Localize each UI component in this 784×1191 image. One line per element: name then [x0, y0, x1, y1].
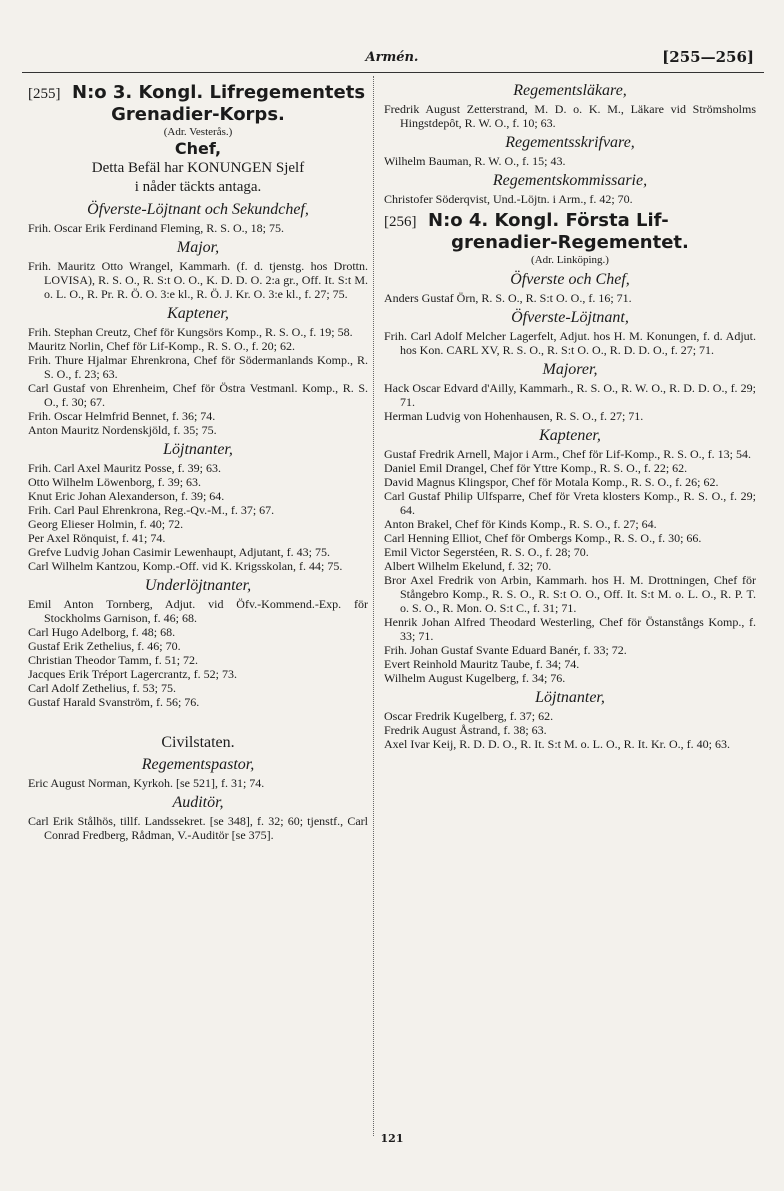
rank-heading: Majorer, — [542, 361, 598, 378]
rank-heading: Regementsskrifvare, — [505, 134, 635, 151]
rank-heading: Regementsläkare, — [513, 82, 627, 99]
chef-heading: Chef, — [174, 139, 222, 158]
regiment-title: N:o 4. Kongl. Första Lif- — [428, 210, 669, 231]
roster-entry: Carl Wilhelm Kantzou, Komp.-Off. vid K. Krigsskolan, f. 44; 75. — [28, 559, 343, 573]
roster-entry: Per Axel Rönquist, f. 41; 74. — [28, 531, 166, 545]
rank-heading: Major, — [176, 239, 220, 256]
roster-entry: Frih. Mauritz Otto Wrangel, Kammarh. (f. d. tjenstg. hos Drottn. LOVISA), R. S. O., R. S:t O. O., K. D. D. O. 2:a gr., Off. It. S:t M. o. L. O., R. Pr. R. Ö. O. 3:e kl., R. Ö. J. Kr. O. 3:e kl., f. 27; 75. — [28, 259, 368, 301]
rank-heading: Öfverste-Löjtnant, — [511, 309, 629, 326]
roster-entry: Frih. Carl Paul Ehrenkrona, Reg.-Qv.-M., f. 37; 67. — [28, 503, 275, 517]
notice-text: Detta Befäl har KONUNGEN Sjelf — [91, 160, 305, 176]
rank-heading: Auditör, — [172, 794, 224, 811]
address-line: (Adr. Linköping.) — [531, 254, 609, 266]
roster-entry: Anders Gustaf Örn, R. S. O., R. S:t O. O., f. 16; 71. — [384, 291, 632, 305]
roster-entry: Carl Gustaf von Ehrenheim, Chef för Östra Vestmanl. Komp., R. S. O., f. 30; 67. — [28, 381, 368, 409]
roster-entry: Jacques Erik Tréport Lagercrantz, f. 52; 73. — [28, 667, 237, 681]
roster-entry: David Magnus Klingspor, Chef för Motala Komp., R. S. O., f. 26; 62. — [384, 475, 719, 489]
roster-entry: Fredrik August Åstrand, f. 38; 63. — [384, 723, 547, 737]
section-heading: Civilstaten. — [161, 734, 235, 751]
notice-text: i nåder täckts antaga. — [134, 179, 262, 195]
roster-entry: Frih. Stephan Creutz, Chef för Kungsörs Komp., R. S. O., f. 19; 58. — [28, 325, 353, 339]
right-column — [384, 78, 756, 751]
regiment-title: N:o 3. Kongl. Lifregementets — [72, 82, 366, 103]
roster-entry: Daniel Emil Drangel, Chef för Yttre Komp., R. S. O., f. 22; 62. — [384, 461, 688, 475]
roster-entry: Carl Henning Elliot, Chef för Ombergs Komp., R. S. O., f. 30; 66. — [384, 531, 702, 545]
roster-entry: Emil Anton Tornberg, Adjut. vid Öfv.-Kommend.-Exp. för Stockholms Garnison, f. 46; 68. — [28, 597, 368, 625]
roster-entry: Anton Mauritz Nordenskjöld, f. 35; 75. — [28, 423, 217, 437]
regiment-heading — [384, 210, 756, 232]
roster-entry: Eric August Norman, Kyrkoh. [se 521], f. 31; 74. — [28, 776, 265, 790]
roster-entry: Frih. Johan Gustaf Svante Eduard Banér, f. 33; 72. — [384, 643, 627, 657]
roster-entry: Carl Adolf Zethelius, f. 53; 75. — [28, 681, 176, 695]
rank-heading: Löjtnanter, — [163, 441, 233, 458]
rank-heading: Öfverste-Löjtnant och Sekundchef, — [87, 201, 309, 218]
rank-heading: Öfverste och Chef, — [510, 271, 630, 288]
section-number: [256] — [384, 214, 417, 230]
roster-entry: Knut Eric Johan Alexanderson, f. 39; 64. — [28, 489, 225, 503]
roster-entry: Wilhelm Bauman, R. W. O., f. 15; 43. — [384, 154, 566, 168]
roster-entry: Albert Wilhelm Ekelund, f. 32; 70. — [384, 559, 552, 573]
roster-entry: Henrik Johan Alfred Theodard Westerling, Chef för Östanstångs Komp., f. 33; 71. — [384, 615, 756, 643]
roster-entry: Gustaf Harald Svanström, f. 56; 76. — [28, 695, 200, 709]
roster-entry: Frih. Carl Adolf Melcher Lagerfelt, Adjut. hos H. M. Konungen, f. d. Adjut. hos Kon. CARL XV, R. S. O., R. S:t O. O., R. D. D. O., f. 27; 71. — [384, 329, 756, 357]
roster-entry: Christian Theodor Tamm, f. 51; 72. — [28, 653, 199, 667]
regiment-title: Grenadier-Korps. — [111, 104, 285, 125]
rank-heading: Löjtnanter, — [535, 689, 605, 706]
column-divider — [373, 76, 374, 1136]
roster-entry: Wilhelm August Kugelberg, f. 34; 76. — [384, 671, 566, 685]
roster-entry: Carl Erik Stålhös, tillf. Landssekret. [se 348], f. 32; 60; tjenstf., Carl Conrad Fredberg, Rådman, V.-Auditör [se 375]. — [28, 814, 368, 842]
roster-entry: Evert Reinhold Mauritz Taube, f. 34; 74. — [384, 657, 580, 671]
roster-entry: Gustaf Erik Zethelius, f. 46; 70. — [28, 639, 181, 653]
roster-entry: Hack Oscar Edvard d'Ailly, Kammarh., R. S. O., R. W. O., R. D. D. O., f. 29; 71. — [384, 381, 756, 409]
rank-heading: Regementspastor, — [141, 756, 255, 773]
roster-entry: Carl Hugo Adelborg, f. 48; 68. — [28, 625, 176, 639]
roster-entry: Carl Gustaf Philip Ulfsparre, Chef för Vreta klosters Komp., R. S. O., f. 29; 64. — [384, 489, 756, 517]
roster-entry: Frih. Thure Hjalmar Ehrenkrona, Chef för Södermanlands Komp., R. S. O., f. 23; 63. — [28, 353, 368, 381]
regiment-title: grenadier-Regementet. — [451, 232, 689, 253]
roster-entry: Mauritz Norlin, Chef för Lif-Komp., R. S. O., f. 20; 62. — [28, 339, 295, 353]
roster-entry: Frih. Oscar Erik Ferdinand Fleming, R. S. O., 18; 75. — [28, 221, 284, 235]
left-column — [28, 78, 368, 842]
roster-entry: Axel Ivar Keij, R. D. D. O., R. It. S:t M. o. L. O., R. It. Kr. O., f. 40; 63. — [384, 737, 730, 751]
roster-entry: Georg Elieser Holmin, f. 40; 72. — [28, 517, 184, 531]
roster-entry: Anton Brakel, Chef för Kinds Komp., R. S. O., f. 27; 64. — [384, 517, 657, 531]
roster-entry: Frih. Oscar Helmfrid Bennet, f. 36; 74. — [28, 409, 216, 423]
roster-entry: Herman Ludvig von Hohenhausen, R. S. O., f. 27; 71. — [384, 409, 644, 423]
roster-entry: Oscar Fredrik Kugelberg, f. 37; 62. — [384, 709, 554, 723]
rank-heading: Kaptener, — [167, 305, 229, 322]
rank-heading: Regementskommissarie, — [492, 172, 648, 189]
running-head: Armén. — [365, 50, 419, 65]
page-range: [255—256] — [662, 48, 754, 66]
roster-entry: Emil Victor Segerstéen, R. S. O., f. 28; 70. — [384, 545, 589, 559]
roster-entry: Gustaf Fredrik Arnell, Major i Arm., Chef för Lif-Komp., R. S. O., f. 13; 54. — [384, 447, 751, 461]
rank-heading: Underlöjtnanter, — [144, 577, 252, 594]
page-number: 121 — [380, 1132, 404, 1145]
address-line: (Adr. Vesterås.) — [163, 126, 233, 138]
roster-entry: Christofer Söderqvist, Und.-Löjtn. i Arm., f. 42; 70. — [384, 192, 633, 206]
roster-entry: Frih. Carl Axel Mauritz Posse, f. 39; 63. — [28, 461, 221, 475]
rank-heading: Kaptener, — [539, 427, 601, 444]
roster-entry: Grefve Ludvig Johan Casimir Lewenhaupt, Adjutant, f. 43; 75. — [28, 545, 330, 559]
roster-entry: Bror Axel Fredrik von Arbin, Kammarh. hos H. M. Drottningen, Chef för Stångebro Komp., R. S. O., R. S:t O. O., Off. It. S:t M. o. L. O., R. P. T. o. S. O., R. Mon. O. S:t C., f. 31; 71. — [384, 573, 756, 615]
regiment-heading — [28, 82, 368, 104]
section-number: [255] — [28, 86, 61, 102]
roster-entry: Fredrik August Zetterstrand, M. D. o. K. M., Läkare vid Strömsholms Hingstdepôt, R. W. O., f. 10; 63. — [384, 102, 756, 130]
header-rule — [22, 72, 764, 73]
roster-entry: Otto Wilhelm Löwenborg, f. 39; 63. — [28, 475, 202, 489]
